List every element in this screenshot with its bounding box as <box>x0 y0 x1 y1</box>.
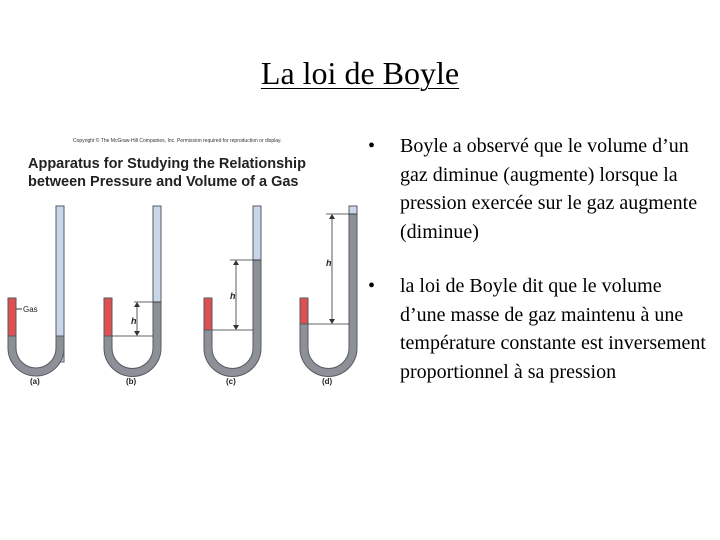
bullet-symbol: • <box>368 135 376 157</box>
open-arm-b <box>153 206 161 302</box>
page-title: La loi de Boyle <box>260 55 460 91</box>
boyle-apparatus-figure <box>0 132 360 402</box>
gas-column-a <box>8 298 16 336</box>
open-arm-c <box>253 206 261 260</box>
bullet-text: la loi de Boyle dit que le volume d’une masse de gaz maintenu à une température constante est inversement proportionnel à sa pression <box>400 275 706 383</box>
panel-label-d: (d) <box>322 377 333 386</box>
panel-label-b: (b) <box>126 377 137 386</box>
bullet-item-2 <box>366 272 711 386</box>
bullet-symbol: • <box>368 275 376 297</box>
bullet-item-1 <box>366 132 711 246</box>
u-bend-a <box>8 336 64 376</box>
figure-title <box>28 155 358 191</box>
panel-b <box>104 206 161 377</box>
gas-column-c <box>204 298 212 330</box>
h-label-b: h <box>131 316 137 326</box>
panel-label-c: (c) <box>226 377 236 386</box>
copyright-notice: Copyright © The McGraw-Hill Companies, Inc. Permission required for reproduction or display. <box>73 138 282 144</box>
bullet-text: Boyle a observé que le volume d’un gaz diminue (augmente) lorsque la pression exercée sur le gaz augmente (diminue) <box>400 135 698 243</box>
gas-label: Gas <box>23 305 38 314</box>
open-arm-d <box>349 206 357 214</box>
panel-label-a: (a) <box>30 377 40 386</box>
u-bend-c <box>204 260 261 377</box>
u-bend-d <box>300 214 357 377</box>
h-label-d: h <box>326 258 332 268</box>
panel-d <box>300 206 357 377</box>
figure-title-line-1: Apparatus for Studying the Relationship <box>28 156 306 172</box>
bullet-list <box>366 132 711 386</box>
panel-a <box>8 206 64 376</box>
figure-title-line-2: between Pressure and Volume of a Gas <box>28 174 299 190</box>
h-label-c: h <box>230 291 236 301</box>
u-bend-b <box>104 302 161 377</box>
gas-column-d <box>300 298 308 324</box>
gas-column-b <box>104 298 112 336</box>
